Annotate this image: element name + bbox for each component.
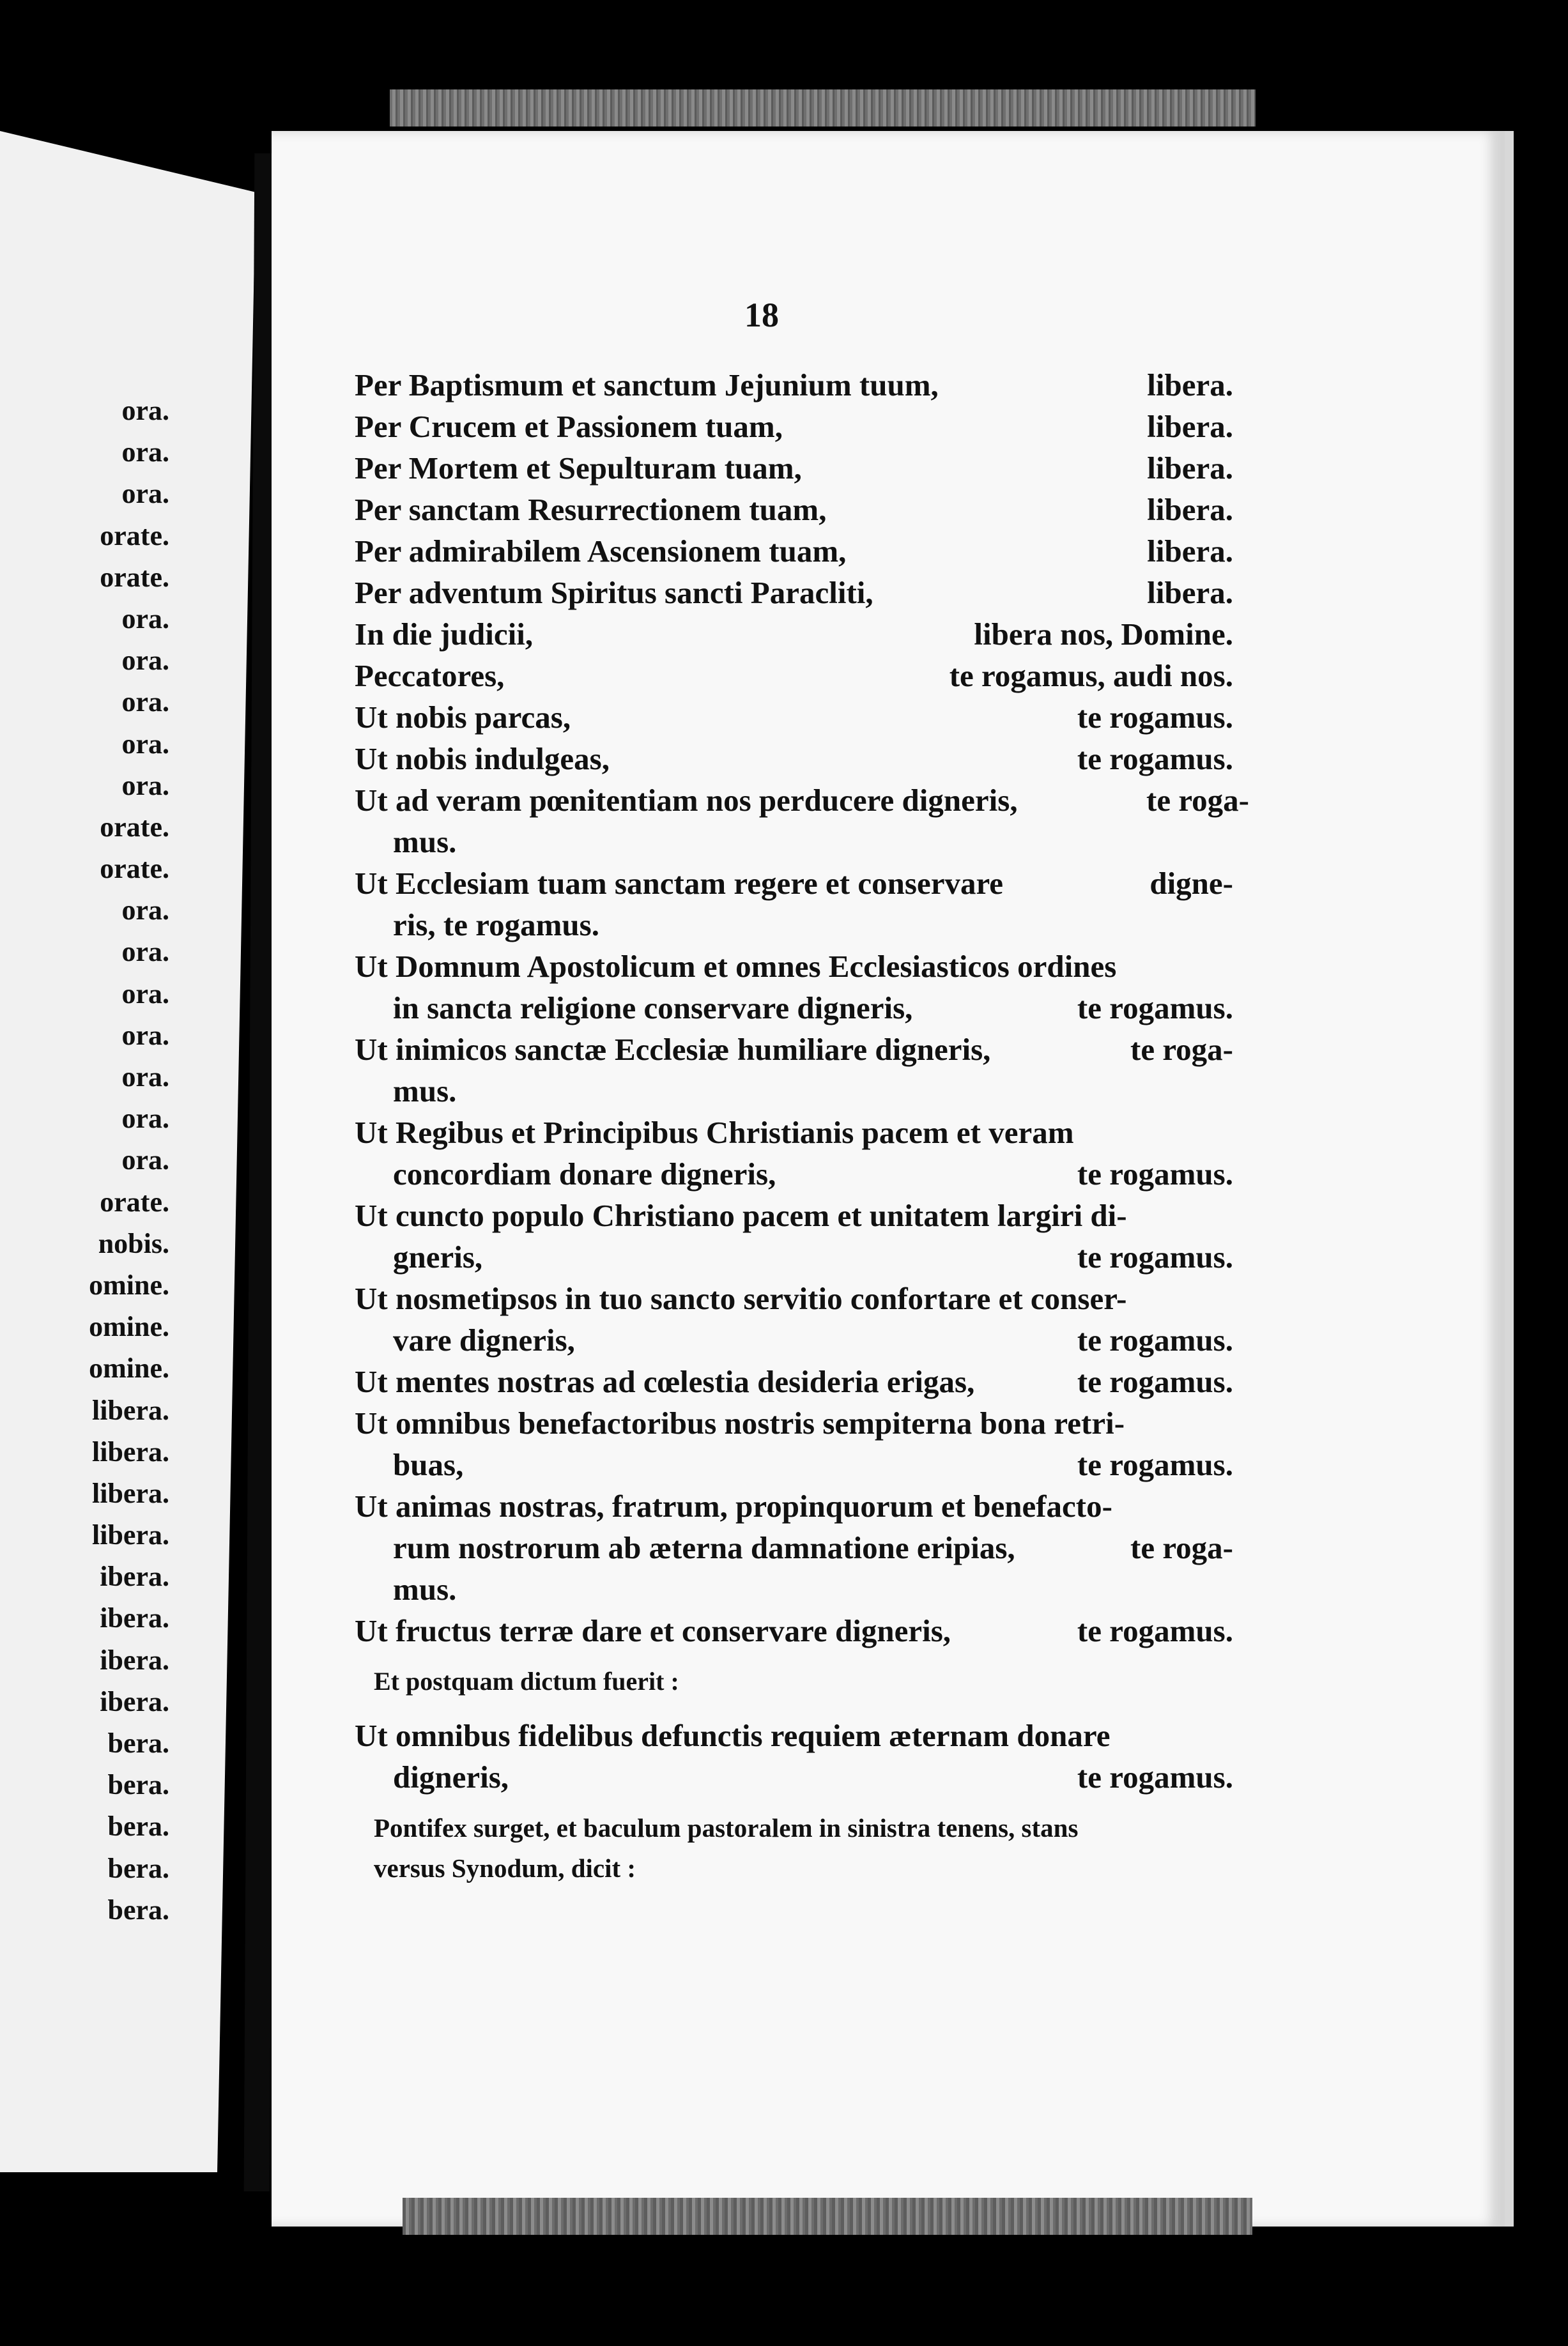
invocation-text: in sancta religione conservare digneris, bbox=[393, 990, 913, 1025]
rubric: Et postquam dictum fuerit : bbox=[374, 1667, 679, 1696]
litany-line bbox=[355, 1070, 1233, 1112]
invocation-text: Ut cuncto populo Christiano pacem et unitatem largiri di- bbox=[355, 1198, 1127, 1233]
invocation-text: Ut animas nostras, fratrum, propinquorum et benefacto- bbox=[355, 1489, 1112, 1524]
left-response: ora. bbox=[121, 769, 169, 801]
litany-line bbox=[355, 1112, 1233, 1153]
litany-line bbox=[355, 987, 1233, 1029]
litany-line bbox=[355, 1610, 1233, 1652]
litany-line bbox=[355, 1029, 1233, 1070]
response-text: libera nos, Domine. bbox=[974, 617, 1233, 652]
left-response: ora. bbox=[121, 1019, 169, 1051]
left-response: ora. bbox=[121, 436, 169, 468]
litany-line bbox=[355, 1715, 1233, 1756]
invocation-text: Per adventum Spiritus sancti Paracliti, bbox=[355, 575, 873, 610]
left-response: ibera. bbox=[100, 1602, 169, 1634]
left-response: ora. bbox=[121, 977, 169, 1009]
left-response: libera. bbox=[92, 1519, 169, 1551]
response-text: te rogamus. bbox=[1077, 1322, 1233, 1358]
response-text: libera. bbox=[1147, 450, 1233, 486]
invocation-text: Ut nobis parcas, bbox=[355, 700, 571, 735]
response-text: te rogamus. bbox=[1077, 990, 1233, 1025]
litany-line bbox=[355, 1195, 1233, 1236]
response-text: te rogamus. bbox=[1077, 1759, 1233, 1795]
litany-line bbox=[355, 1402, 1233, 1444]
invocation-text: Peccatores, bbox=[355, 658, 505, 693]
invocation-text: Ut Ecclesiam tuam sanctam regere et conservare bbox=[355, 866, 1004, 901]
litany-line bbox=[355, 406, 1233, 447]
invocation-text: Per Baptismum et sanctum Jejunium tuum, bbox=[355, 367, 939, 402]
litany-line bbox=[355, 613, 1233, 655]
left-response: libera. bbox=[92, 1436, 169, 1468]
left-response: bera. bbox=[107, 1728, 169, 1759]
response-text: libera. bbox=[1147, 533, 1233, 569]
response-text: digne- bbox=[1149, 866, 1233, 901]
page-number: 18 bbox=[744, 296, 779, 334]
response-text: te rogamus. bbox=[1077, 741, 1233, 776]
litany-line bbox=[355, 1444, 1233, 1485]
response-text: te rogamus. bbox=[1077, 1156, 1233, 1192]
response-text: te rogamus. bbox=[1077, 1364, 1233, 1399]
left-response: bera. bbox=[107, 1894, 169, 1926]
litany-line bbox=[355, 821, 1233, 862]
litany-line bbox=[355, 1568, 1233, 1610]
response-text: libera. bbox=[1147, 492, 1233, 527]
litany-line bbox=[355, 1361, 1233, 1402]
litany-line bbox=[355, 946, 1233, 987]
invocation-text: mus. bbox=[393, 1073, 457, 1108]
invocation-text: Ut fructus terræ dare et conservare digneris, bbox=[355, 1613, 951, 1648]
invocation-text: Ut omnibus fidelibus defunctis requiem æternam donare bbox=[355, 1718, 1111, 1753]
tape-strip-top bbox=[390, 89, 1256, 126]
left-response: ora. bbox=[121, 478, 169, 510]
invocation-text: Ut mentes nostras ad cœlestia desideria erigas, bbox=[355, 1364, 975, 1399]
left-response: orate. bbox=[100, 561, 169, 593]
closing-note-line: versus Synodum, dicit : bbox=[374, 1853, 636, 1883]
left-response: bera. bbox=[107, 1769, 169, 1801]
invocation-text: vare digneris, bbox=[393, 1322, 575, 1358]
left-response: orate. bbox=[100, 853, 169, 885]
invocation-text: gneris, bbox=[393, 1239, 483, 1275]
left-response: omine. bbox=[89, 1269, 169, 1301]
invocation-text: Per Mortem et Sepulturam tuam, bbox=[355, 450, 802, 486]
left-response: libera. bbox=[92, 1477, 169, 1509]
left-response: ora. bbox=[121, 1144, 169, 1176]
response-text: te roga- bbox=[1130, 1032, 1233, 1067]
invocation-text: buas, bbox=[393, 1447, 464, 1482]
left-response: omine. bbox=[89, 1311, 169, 1343]
invocation-text: Ut nobis indulgeas, bbox=[355, 741, 610, 776]
litany-line bbox=[355, 1278, 1233, 1319]
litany-line bbox=[355, 655, 1233, 696]
spacer bbox=[355, 1702, 1233, 1715]
litany-line bbox=[355, 1527, 1233, 1568]
litany-line bbox=[355, 779, 1249, 821]
tape-strip-bottom bbox=[403, 2198, 1252, 2235]
left-response: ora. bbox=[121, 645, 169, 677]
invocation-text: Ut Domnum Apostolicum et omnes Ecclesiasticos ordines bbox=[355, 949, 1117, 984]
litany-line bbox=[355, 530, 1233, 572]
litany-line bbox=[355, 572, 1233, 613]
litany-line bbox=[355, 1153, 1233, 1195]
left-response: ora. bbox=[121, 1061, 169, 1092]
litany-line bbox=[355, 696, 1233, 738]
left-response: ora. bbox=[121, 936, 169, 968]
invocation-text: Ut ad veram pœnitentiam nos perducere digneris, bbox=[355, 783, 1018, 818]
litany-line bbox=[355, 364, 1233, 406]
invocation-text: mus. bbox=[393, 824, 457, 859]
invocation-text: Per Crucem et Passionem tuam, bbox=[355, 409, 783, 444]
left-response: orate. bbox=[100, 519, 169, 551]
invocation-text: digneris, bbox=[393, 1759, 509, 1795]
invocation-text: concordiam donare digneris, bbox=[393, 1156, 776, 1192]
left-response: ibera. bbox=[100, 1685, 169, 1717]
litany-line bbox=[355, 1756, 1233, 1798]
litany-line bbox=[355, 1319, 1233, 1361]
response-text: libera. bbox=[1147, 367, 1233, 402]
invocation-text: ris, te rogamus. bbox=[393, 907, 599, 942]
litany-line bbox=[355, 447, 1233, 489]
response-text: libera. bbox=[1147, 409, 1233, 444]
invocation-text: mus. bbox=[393, 1572, 457, 1607]
response-text: te rogamus. bbox=[1077, 1613, 1233, 1648]
left-response: ora. bbox=[121, 686, 169, 718]
litany-line bbox=[355, 904, 1233, 946]
left-response: omine. bbox=[89, 1353, 169, 1384]
closing-note bbox=[374, 1808, 1233, 1889]
response-text: libera. bbox=[1147, 575, 1233, 610]
invocation-text: Ut omnibus benefactoribus nostris sempiterna bona retri- bbox=[355, 1406, 1125, 1441]
litany-line bbox=[355, 489, 1233, 530]
response-text: te roga- bbox=[1146, 783, 1249, 818]
response-text: te rogamus, audi nos. bbox=[949, 658, 1233, 693]
left-response: bera. bbox=[107, 1811, 169, 1843]
response-text: te roga- bbox=[1130, 1530, 1233, 1565]
litany-line bbox=[355, 1485, 1233, 1527]
litany-line bbox=[355, 1236, 1233, 1278]
invocation-text: rum nostrorum ab æterna damnatione eripias, bbox=[393, 1530, 1015, 1565]
litany-text bbox=[355, 364, 1249, 1889]
invocation-text: In die judicii, bbox=[355, 617, 534, 652]
left-response: bera. bbox=[107, 1852, 169, 1884]
response-text: te rogamus. bbox=[1077, 1447, 1233, 1482]
invocation-text: Per admirabilem Ascensionem tuam, bbox=[355, 533, 847, 569]
left-response: ora. bbox=[121, 894, 169, 926]
left-response: ora. bbox=[121, 395, 169, 426]
left-response: ora. bbox=[121, 728, 169, 760]
left-response: libera. bbox=[92, 1394, 169, 1426]
closing-note-line: Pontifex surget, et baculum pastoralem in sinistra tenens, stans bbox=[374, 1813, 1079, 1843]
left-response: nobis. bbox=[98, 1227, 169, 1259]
invocation-text: Ut Regibus et Principibus Christianis pacem et veram bbox=[355, 1115, 1074, 1150]
invocation-text: Ut nosmetipsos in tuo sancto servitio confortare et conser- bbox=[355, 1281, 1127, 1316]
litany-line bbox=[355, 862, 1233, 904]
response-text: te rogamus. bbox=[1077, 700, 1233, 735]
left-response: ibera. bbox=[100, 1561, 169, 1593]
left-page-column bbox=[0, 390, 169, 1931]
invocation-text: Per sanctam Resurrectionem tuam, bbox=[355, 492, 827, 527]
left-response: orate. bbox=[100, 811, 169, 843]
left-response: orate. bbox=[100, 1186, 169, 1218]
left-response: ora. bbox=[121, 602, 169, 634]
left-response: ibera. bbox=[100, 1644, 169, 1676]
response-text: te rogamus. bbox=[1077, 1239, 1233, 1275]
litany-line bbox=[355, 738, 1233, 779]
left-response: ora. bbox=[121, 1103, 169, 1135]
invocation-text: Ut inimicos sanctæ Ecclesiæ humiliare digneris, bbox=[355, 1032, 991, 1067]
